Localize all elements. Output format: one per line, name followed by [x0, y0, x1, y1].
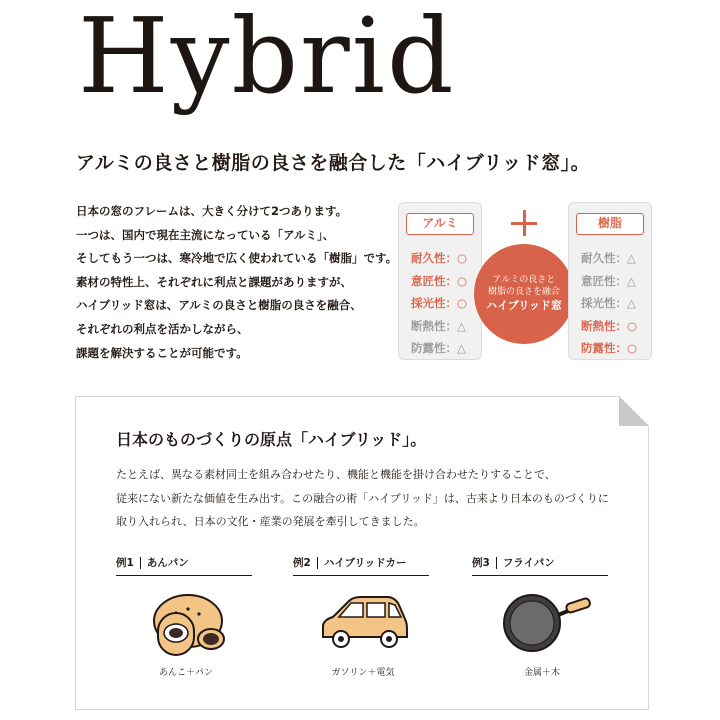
attribute: 断熱性：○ [581, 318, 638, 333]
attribute: 採光性：○ [411, 296, 468, 311]
plus-icon [511, 210, 537, 236]
example-rule [116, 575, 252, 576]
example-anpan [116, 555, 256, 695]
intro-line: そしてもう一つは、寒冷地で広く使われている「樹脂」です。 [76, 251, 398, 266]
example-rule [472, 575, 608, 576]
circle-title: ハイブリッド窓 [486, 299, 562, 312]
example-label [116, 555, 189, 570]
example-title: フライパン [502, 557, 555, 569]
example-frying-pan [472, 555, 612, 695]
anpan-icon [136, 589, 236, 659]
resin-attributes [581, 247, 637, 360]
aluminum-label: アルミ [406, 213, 474, 235]
example-label [293, 555, 406, 570]
intro-line: それぞれの利点を活かしながら、 [76, 321, 249, 336]
intro-line: 一つは、国内で現在主流になっている「アルミ」、 [76, 227, 335, 242]
intro-line: 素材の特性上、それぞれに利点と課題がありますが、 [76, 274, 352, 289]
attribute: 防露性：△ [411, 341, 466, 356]
circle-line: 樹脂の良さを融合 [487, 287, 560, 297]
example-caption: 金属＋木 [523, 668, 560, 678]
intro-text [76, 200, 396, 365]
intro-line: 日本の窓のフレームは、大きく分けて2つあります。 [76, 204, 348, 218]
page-fold-icon [619, 396, 649, 426]
resin-label: 樹脂 [576, 213, 644, 235]
aluminum-attributes [411, 247, 467, 360]
attribute: 防露性：○ [581, 341, 638, 356]
hybrid-window-circle [474, 244, 574, 344]
example-caption: あんこ＋パン [158, 668, 213, 678]
attribute: 意匠性：○ [411, 273, 468, 288]
example-number: 例1 [116, 557, 141, 569]
hero-title: Hybrid [78, 0, 456, 117]
example-title: あんパン [146, 557, 189, 569]
attribute: 断熱性：△ [411, 318, 466, 333]
car-icon [313, 589, 413, 659]
subtitle: アルミの良さと樹脂の良さを融合した「ハイブリッド窓」。 [76, 152, 591, 174]
attribute: 耐久性：△ [581, 251, 636, 265]
example-caption: ガソリン＋電気 [331, 668, 395, 678]
example-number: 例2 [293, 557, 318, 569]
example-hybrid-car [293, 555, 433, 695]
panel-line: たとえば、異なる素材同士を組み合わせたり、機能と機能を掛け合わせたりすることで、 [116, 468, 556, 481]
example-rule [293, 575, 429, 576]
attribute: 採光性：△ [581, 296, 636, 311]
frying-pan-icon [492, 589, 592, 659]
attribute: 意匠性：△ [581, 273, 636, 288]
attribute: 耐久性：○ [411, 251, 468, 265]
example-label [472, 555, 555, 570]
example-title: ハイブリッドカー [323, 557, 407, 569]
intro-line: ハイブリッド窓は、アルミの良さと樹脂の良さを融合、 [76, 298, 362, 313]
panel-line: 従来にない新たな価値を生み出す。この融合の術「ハイブリッド」は、古来より日本のものづくりに [116, 491, 609, 505]
intro-line: 課題を解決することが可能です。 [76, 345, 248, 360]
monozukuri-panel [75, 396, 649, 710]
example-number: 例3 [472, 557, 497, 569]
circle-line: アルミの良さと [492, 275, 556, 285]
comparison-diagram [398, 202, 652, 362]
aluminum-card [398, 202, 482, 360]
panel-title: 日本のものづくりの原点「ハイブリッド」。 [116, 430, 427, 449]
panel-line: 取り入れられ、日本の文化・産業の発展を牽引してきました。 [116, 515, 425, 529]
resin-card [568, 202, 652, 360]
panel-text [116, 463, 609, 534]
